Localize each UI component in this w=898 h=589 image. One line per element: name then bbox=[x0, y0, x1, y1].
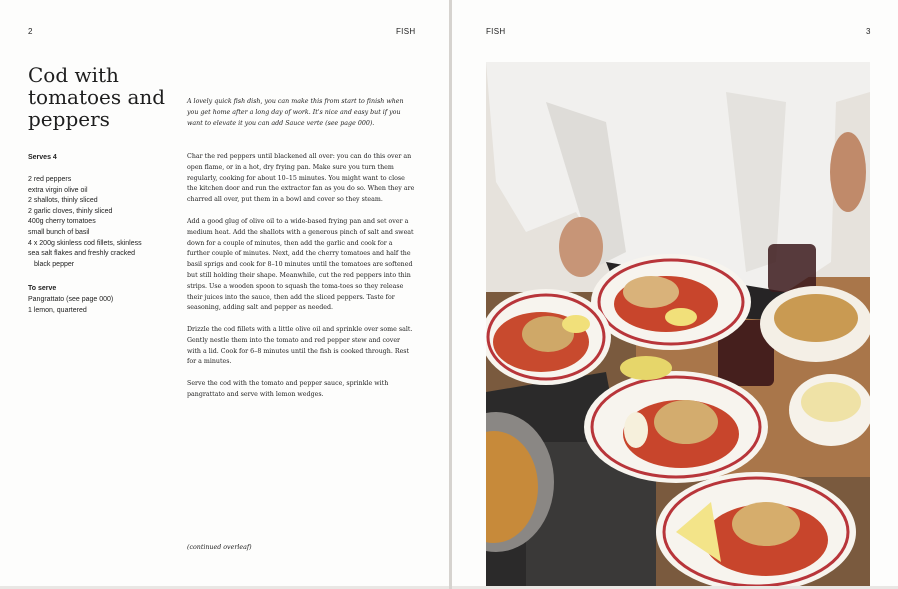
section-header-left: FISH bbox=[396, 27, 416, 36]
page-number-right: 3 bbox=[866, 27, 871, 36]
ingredient-item: 4 x 200g skinless cod fillets, skinless bbox=[28, 239, 142, 247]
to-serve-list bbox=[28, 295, 158, 316]
recipe-intro: A lovely quick fish dish, you can make this from start to finish when you get home after a long day of work. It's nice and easy but if you want to elevate it you can add Sauce verte (see page 000). bbox=[187, 98, 404, 127]
ingredient-item: sea salt flakes and freshly cracked bbox=[28, 250, 135, 258]
ingredient-item: 2 red peppers bbox=[28, 176, 72, 183]
method-paragraph: Serve the cod with the tomato and pepper sauce, sprinkle with pangrattato and serve with lemon wedges. bbox=[187, 380, 389, 398]
to-serve-item: Pangrattato (see page 000) bbox=[28, 296, 114, 303]
ingredient-item: 2 shallots, thinly sliced bbox=[28, 197, 98, 205]
method-paragraph: Drizzle the cod fillets with a little olive oil and sprinkle over some salt. Gently nestle them into the tomato and red pepper stew and cover with a lid. Cook for 6–8 minutes until the fish is cooked through. Rest for a minutes. bbox=[187, 326, 413, 366]
serves-label: Serves 4 bbox=[28, 154, 57, 161]
to-serve-heading: To serve bbox=[28, 285, 57, 292]
food-photo-illustration bbox=[486, 62, 870, 586]
food-photo bbox=[486, 62, 870, 586]
section-header-right: FISH bbox=[486, 27, 506, 36]
ingredients-list bbox=[28, 175, 158, 270]
to-serve-item: 1 lemon, quartered bbox=[28, 306, 87, 314]
ingredient-item: extra virgin olive oil bbox=[28, 186, 88, 194]
ingredient-item: small bunch of basil bbox=[28, 228, 90, 236]
ingredient-item: 2 garlic cloves, thinly sliced bbox=[28, 207, 113, 215]
page-number-left: 2 bbox=[28, 27, 33, 36]
continued-note: (continued overleaf) bbox=[187, 544, 252, 551]
recipe-title: Cod with tomatoes and peppers bbox=[28, 63, 166, 131]
method-paragraph: Char the red peppers until blackened all over: you can do this over an open flame, or in a hot, dry frying pan. Make sure you turn them regularly, cooking for about 10–15 minutes. You might want to close the kitchen door and run the extractor fan as you do so. When they are charred all over, put them in a bowl and cover so they steam. bbox=[187, 153, 415, 204]
ingredient-item: 400g cherry tomatoes bbox=[28, 218, 96, 226]
method-paragraph: Add a good glug of olive oil to a wide-based frying pan and set over a medium heat. Add the shallots with a generous pinch of salt and sweat down for a couple of minutes, then add the garlic and cook for a further couple of minutes. Next, add the cherry tomatoes and half the basil sprigs and cook for 8–10 minutes until the tomatoes are softened but still holding their shape. Meanwhile, cut the red peppers into thin strips. Use a wooden spoon to squash the toma-toes so they release their juices into the sauce, then add the sliced peppers. Taste for seasoning, adding salt and pepper as needed. bbox=[187, 218, 414, 312]
ingredient-item: black pepper bbox=[34, 260, 75, 268]
left-page bbox=[0, 0, 449, 586]
